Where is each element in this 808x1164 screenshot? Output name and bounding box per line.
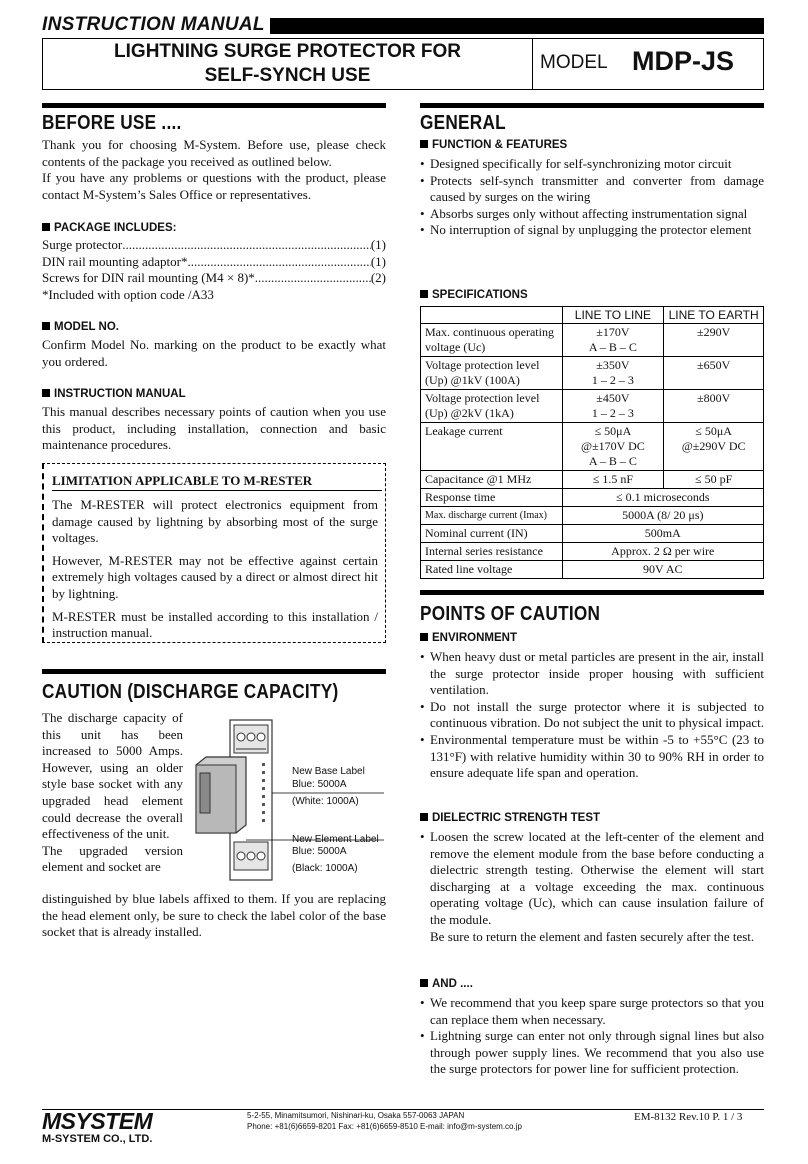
manual-heading: INSTRUCTION MANUAL: [42, 388, 186, 400]
spec-name-cell: Nominal current (IN): [421, 525, 563, 543]
spec-value-cell: ±350V 1 – 2 – 3: [562, 357, 664, 390]
spec-header-cell: LINE TO LINE: [562, 307, 664, 324]
spec-name-cell: Response time: [421, 489, 563, 507]
square-bullet-icon: [42, 322, 50, 330]
spec-name-cell: Capacitance @1 MHz: [421, 471, 563, 489]
table-row: [421, 561, 764, 579]
list-item: • When heavy dust or metal particles are present in the air, install the surge protector inside proper housing with sufficient ventilation.: [420, 649, 764, 699]
document-number: EM-8132 Rev.10 P. 1 / 3: [634, 1111, 743, 1123]
spec-name-cell: Internal series resistance: [421, 543, 563, 561]
table-row: [421, 525, 764, 543]
limitation-text: [52, 497, 378, 642]
and-heading: AND ....: [420, 978, 473, 990]
list-item: • No interruption of signal by unplugging the protector element: [420, 222, 764, 239]
list-item: • Absorbs surges only without affecting instrumentation signal: [420, 206, 764, 223]
spec-value-cell: Approx. 2 Ω per wire: [562, 543, 763, 561]
package-note: *Included with option code /A33: [42, 286, 214, 302]
specifications-table: [420, 306, 764, 579]
spec-name-cell: Voltage protection level (Up) @2kV (1kA): [421, 390, 563, 423]
spec-value-cell: 5000A (8/ 20 μs): [562, 507, 763, 525]
table-row: [421, 423, 764, 471]
spec-value-cell: ≤ 50 pF: [664, 471, 764, 489]
caution-title: CAUTION (DISCHARGE CAPACITY): [42, 681, 339, 703]
table-row: [421, 324, 764, 357]
caution-paragraph-2: The upgraded version element and socket are: [42, 842, 183, 875]
points-title: POINTS OF CAUTION: [420, 603, 601, 625]
table-row: [421, 489, 764, 507]
list-item: • Do not install the surge protector where it is subjected to continuous vibration. Do not subject the unit to physical impact.: [420, 699, 764, 732]
limitation-title: LIMITATION APPLICABLE TO M-RESTER: [52, 473, 313, 488]
table-row: [421, 357, 764, 390]
limitation-paragraph-1: The M-RESTER will protect electronics equipment from damage caused by lightning by absorbing most of the surge voltages.: [52, 497, 378, 546]
element-label-line1: New Element Label: [292, 834, 379, 845]
before-use-title: BEFORE USE ....: [42, 112, 182, 134]
section-rule: [42, 669, 386, 674]
intro-paragraph-1: Thank you for choosing M-System. Before use, please check contents of the package you received as outlined below.: [42, 137, 386, 169]
square-bullet-icon: [420, 140, 428, 148]
dielectric-heading: DIELECTRIC STRENGTH TEST: [420, 812, 600, 824]
environment-list: [420, 649, 764, 782]
element-label-line2: Blue: 5000A: [292, 846, 347, 857]
square-bullet-icon: [420, 290, 428, 298]
features-heading: FUNCTION & FEATURES: [420, 139, 567, 151]
element-label-line3: (Black: 1000A): [292, 863, 358, 874]
spec-value-cell: ≤ 50μA @±170V DC A – B – C: [562, 423, 664, 471]
spec-value-cell: 500mA: [562, 525, 763, 543]
spec-name-cell: Max. discharge current (Imax): [421, 507, 563, 525]
base-label-line3: (White: 1000A): [292, 796, 359, 807]
intro-paragraph-2: If you have any problems or questions with the product, please contact M-System’s Sales Office or representatives.: [42, 170, 386, 202]
caution-text-wide: distinguished by blue labels affixed to them. If you are replacing the head element only, be sure to check the label color of the base socket that is already installed.: [42, 891, 386, 940]
spec-value-cell: ±170V A – B – C: [562, 324, 664, 357]
company-logo: MSYSTEM: [42, 1108, 153, 1134]
table-row: [421, 390, 764, 423]
before-use-intro: [42, 137, 386, 203]
package-list: [42, 237, 386, 303]
environment-heading: ENVIRONMENT: [420, 632, 517, 644]
list-item: • Lightning surge can enter not only through signal lines but also through power supply lines. We recommend that you also use the surge protectors for power line for sufficient protection.: [420, 1028, 764, 1078]
base-label-line2: Blue: 5000A: [292, 779, 347, 790]
spec-name-cell: Leakage current: [421, 423, 563, 471]
package-item: DIN rail mounting adaptor* ..... (1): [42, 254, 386, 271]
section-rule: [420, 103, 764, 108]
package-heading: PACKAGE INCLUDES:: [42, 222, 176, 234]
spec-value-cell: 90V AC: [562, 561, 763, 579]
package-item: Screws for DIN rail mounting (M4 × 8)* ..... (2): [42, 270, 386, 287]
company-address: 5-2-55, Minamitsumori, Nishinari-ku, Osaka 557-0063 JAPAN: [247, 1111, 465, 1120]
square-bullet-icon: [42, 223, 50, 231]
title-separator: [532, 38, 533, 90]
company-name: M-SYSTEM CO., LTD.: [42, 1133, 153, 1145]
dielectric-list: [420, 829, 764, 945]
list-item: • Protects self-synch transmitter and converter from damage caused by surges on the wiring: [420, 173, 764, 206]
header-bar: [270, 18, 764, 34]
base-label-line1: New Base Label: [292, 766, 365, 777]
list-item: • Environmental temperature must be within -5 to +55°C (23 to 131°F) with relative humidity within 30 to 90% RH in order to ensure adequate life span and operation.: [420, 732, 764, 782]
spec-header-cell: LINE TO EARTH: [664, 307, 764, 324]
product-title-line2: SELF-SYNCH USE: [204, 65, 371, 86]
model-no-heading: MODEL NO.: [42, 321, 119, 333]
spec-value-cell: ±290V: [664, 324, 764, 357]
section-rule: [42, 103, 386, 108]
spec-value-cell: ±650V: [664, 357, 764, 390]
square-bullet-icon: [420, 813, 428, 821]
table-row: [421, 471, 764, 489]
features-list: [420, 156, 764, 239]
model-value: MDP-JS: [632, 46, 735, 76]
model-no-text: Confirm Model No. marking on the product to be exactly what you ordered.: [42, 337, 386, 369]
model-label: MODEL: [540, 52, 608, 73]
spec-name-cell: Max. continuous operating voltage (Uc): [421, 324, 563, 357]
manual-text: This manual describes necessary points of caution when you use this product, including installation, connection and basic maintenance procedures.: [42, 404, 386, 453]
table-row: [421, 507, 764, 525]
caution-text-narrow: [42, 710, 183, 876]
spec-header-cell: [421, 307, 563, 324]
section-rule: [420, 590, 764, 595]
spec-value-cell: ≤ 50μA @±290V DC: [664, 423, 764, 471]
package-item: Surge protector ..... (1): [42, 237, 386, 254]
spec-value-cell: ≤ 1.5 nF: [562, 471, 664, 489]
square-bullet-icon: [42, 389, 50, 397]
product-title: [42, 40, 533, 88]
caution-paragraph: The discharge capacity of this unit has been increased to 5000 Amps. However, using an older style base socket with any upgraded head element could decrease the overall effectiveness of the unit.: [42, 710, 183, 842]
specifications-heading: SPECIFICATIONS: [420, 289, 528, 301]
limitation-paragraph-2: However, M-RESTER may not be effective against certain extremely high voltages caused by a direct or almost direct hit by lightning.: [52, 552, 378, 601]
limitation-paragraph-3: M-RESTER must be installed according to this installation / instruction manual.: [52, 608, 378, 641]
general-title: GENERAL: [420, 112, 506, 134]
spec-name-cell: Rated line voltage: [421, 561, 563, 579]
square-bullet-icon: [420, 633, 428, 641]
company-contact: Phone: +81(6)6659-8201 Fax: +81(6)6659-8510 E-mail: info@m-system.co.jp: [247, 1122, 522, 1131]
spec-name-cell: Voltage protection level (Up) @1kV (100A): [421, 357, 563, 390]
spec-value-cell: ≤ 0.1 microseconds: [562, 489, 763, 507]
list-item: • Designed specifically for self-synchronizing motor circuit: [420, 156, 764, 173]
doc-type-title: INSTRUCTION MANUAL: [42, 14, 265, 35]
list-item: • Loosen the screw located at the left-center of the element and remove the element module from the base before conducting a dielectric strength testing. Otherwise the element will start discharging at a voltage exceeding the max. continuous operating voltage (Uc), which can cause insulation failure of the module. Be sure to return the element and fasten securely after the test.: [420, 829, 764, 945]
list-item: • We recommend that you keep spare surge protectors so that you can replace them when necessary.: [420, 995, 764, 1028]
square-bullet-icon: [420, 979, 428, 987]
product-title-line1: LIGHTNING SURGE PROTECTOR FOR: [114, 41, 461, 62]
and-list: [420, 995, 764, 1078]
spec-value-cell: ±450V 1 – 2 – 3: [562, 390, 664, 423]
spec-value-cell: ±800V: [664, 390, 764, 423]
limitation-rule: [52, 490, 382, 491]
table-row: [421, 543, 764, 561]
